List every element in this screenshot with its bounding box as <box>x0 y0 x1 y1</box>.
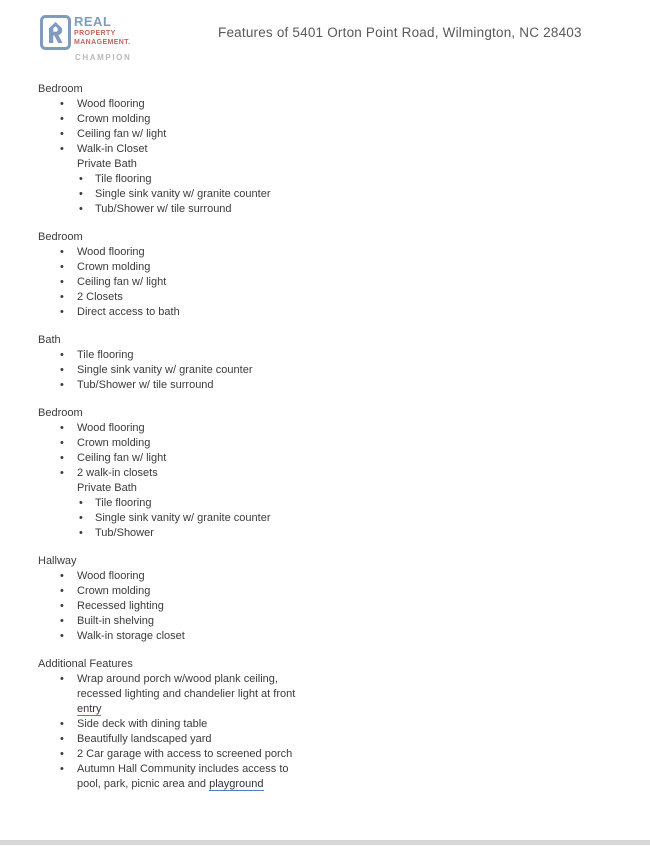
feature-item <box>38 378 598 393</box>
feature-item <box>38 112 598 127</box>
section-heading: Additional Features <box>38 658 133 670</box>
bullet-icon: • <box>60 615 64 627</box>
brand-text <box>74 15 131 46</box>
feature-text: pool, park, picnic area and <box>77 778 210 790</box>
bullet-icon: • <box>60 570 64 582</box>
feature-item <box>38 245 598 260</box>
section-heading: Bath <box>38 334 61 346</box>
feature-text: Wrap around porch w/wood plank ceiling, <box>77 673 278 685</box>
feature-text: Ceiling fan w/ light <box>77 128 167 140</box>
bullet-icon: • <box>60 733 64 745</box>
feature-text: Tile flooring <box>95 173 152 185</box>
bullet-icon: • <box>60 422 64 434</box>
feature-item <box>38 436 598 451</box>
feature-text: Direct access to bath <box>77 306 180 318</box>
bullet-icon: • <box>60 113 64 125</box>
page-bottom-edge <box>0 840 650 845</box>
section-heading: Bedroom <box>38 83 83 95</box>
section <box>38 333 598 393</box>
bullet-icon: • <box>60 452 64 464</box>
feature-text: Private Bath <box>77 158 137 170</box>
sub-section-heading <box>38 157 598 172</box>
feature-text: 2 Closets <box>77 291 123 303</box>
brand-property: PROPERTY <box>74 30 116 37</box>
feature-text: Tile flooring <box>77 349 134 361</box>
feature-item <box>38 202 598 217</box>
bullet-icon: • <box>60 748 64 760</box>
feature-text: Wood flooring <box>77 422 145 434</box>
page-title: Features of 5401 Orton Point Road, Wilmington, NC 28403 <box>218 25 582 40</box>
feature-item <box>38 511 598 526</box>
section-heading: Bedroom <box>38 231 83 243</box>
section <box>38 406 598 541</box>
feature-text: Crown molding <box>77 261 151 273</box>
feature-item <box>38 466 598 481</box>
feature-item <box>38 305 598 320</box>
feature-text: Tub/Shower w/ tile surround <box>77 379 214 391</box>
section-heading: Hallway <box>38 555 77 567</box>
feature-item <box>38 451 598 466</box>
feature-text: Crown molding <box>77 113 151 125</box>
bullet-icon: • <box>60 143 64 155</box>
feature-item <box>38 363 598 378</box>
feature-item <box>38 275 598 290</box>
feature-line <box>77 762 598 777</box>
feature-text: Ceiling fan w/ light <box>77 452 167 464</box>
feature-text: Crown molding <box>77 437 151 449</box>
feature-text: Built-in shelving <box>77 615 155 627</box>
brand-management: MANAGEMENT. <box>74 39 131 46</box>
feature-text: Single sink vanity w/ granite counter <box>95 512 271 524</box>
feature-item <box>38 614 598 629</box>
feature-text: Tile flooring <box>95 497 152 509</box>
feature-text: Side deck with dining table <box>77 718 208 730</box>
feature-text: 2 walk-in closets <box>77 467 158 479</box>
feature-text: Single sink vanity w/ granite counter <box>77 364 253 376</box>
bullet-icon: • <box>60 437 64 449</box>
bullet-icon: • <box>60 246 64 258</box>
bullet-icon: • <box>60 600 64 612</box>
feature-text: Ceiling fan w/ light <box>77 276 167 288</box>
section <box>38 554 598 644</box>
feature-text: Beautifully landscaped yard <box>77 733 212 745</box>
bullet-icon: • <box>60 379 64 391</box>
feature-line <box>77 702 598 717</box>
feature-item <box>38 172 598 187</box>
feature-text: Tub/Shower w/ tile surround <box>95 203 232 215</box>
feature-item <box>38 672 598 717</box>
feature-text: recessed lighting and chandelier light at front <box>77 688 296 700</box>
section <box>38 657 598 792</box>
feature-item <box>38 421 598 436</box>
feature-item <box>38 97 598 112</box>
bullet-icon: • <box>60 291 64 303</box>
bullet-icon: • <box>60 98 64 110</box>
feature-line <box>77 672 598 687</box>
feature-item <box>38 599 598 614</box>
bullet-icon: • <box>79 203 83 215</box>
feature-item <box>38 569 598 584</box>
section <box>38 230 598 320</box>
bullet-icon: • <box>79 188 83 200</box>
bullet-icon: • <box>60 585 64 597</box>
feature-text: Recessed lighting <box>77 600 164 612</box>
feature-text: Autumn Hall Community includes access to <box>77 763 289 775</box>
feature-item <box>38 187 598 202</box>
bullet-icon: • <box>60 763 64 775</box>
brand-real: REAL <box>74 14 112 29</box>
feature-item <box>38 747 598 762</box>
feature-item <box>38 127 598 142</box>
feature-text: Walk-in storage closet <box>77 630 185 642</box>
feature-item <box>38 496 598 511</box>
feature-item <box>38 260 598 275</box>
feature-item <box>38 629 598 644</box>
bullet-icon: • <box>60 467 64 479</box>
feature-item <box>38 290 598 305</box>
feature-text: Walk-in Closet <box>77 143 148 155</box>
feature-text: Single sink vanity w/ granite counter <box>95 188 271 200</box>
bullet-icon: • <box>60 673 64 685</box>
rpm-house-r-icon <box>40 15 71 55</box>
feature-item <box>38 142 598 157</box>
playground-link[interactable]: playground <box>209 778 264 790</box>
sub-section-heading <box>38 481 598 496</box>
bullet-icon: • <box>60 306 64 318</box>
feature-item <box>38 762 598 792</box>
section-heading: Bedroom <box>38 407 83 419</box>
feature-line <box>77 777 598 792</box>
company-logo <box>40 14 170 66</box>
features-list <box>38 82 598 805</box>
bullet-icon: • <box>79 497 83 509</box>
feature-item <box>38 526 598 541</box>
section <box>38 82 598 217</box>
feature-line <box>77 687 598 702</box>
brand-champion: CHAMPION <box>75 53 132 62</box>
bullet-icon: • <box>60 718 64 730</box>
bullet-icon: • <box>60 630 64 642</box>
feature-text: Private Bath <box>77 482 137 494</box>
feature-text: Wood flooring <box>77 570 145 582</box>
feature-item <box>38 348 598 363</box>
bullet-icon: • <box>60 128 64 140</box>
bullet-icon: • <box>60 349 64 361</box>
bullet-icon: • <box>79 527 83 539</box>
entry-link[interactable]: entry <box>77 703 102 715</box>
feature-text: 2 Car garage with access to screened porch <box>77 748 293 760</box>
feature-item <box>38 732 598 747</box>
feature-item <box>38 584 598 599</box>
feature-item <box>38 717 598 732</box>
bullet-icon: • <box>60 276 64 288</box>
bullet-icon: • <box>60 364 64 376</box>
feature-text: Wood flooring <box>77 246 145 258</box>
bullet-icon: • <box>79 173 83 185</box>
bullet-icon: • <box>79 512 83 524</box>
feature-text: Crown molding <box>77 585 151 597</box>
feature-text: Tub/Shower <box>95 527 154 539</box>
bullet-icon: • <box>60 261 64 273</box>
feature-text: Wood flooring <box>77 98 145 110</box>
